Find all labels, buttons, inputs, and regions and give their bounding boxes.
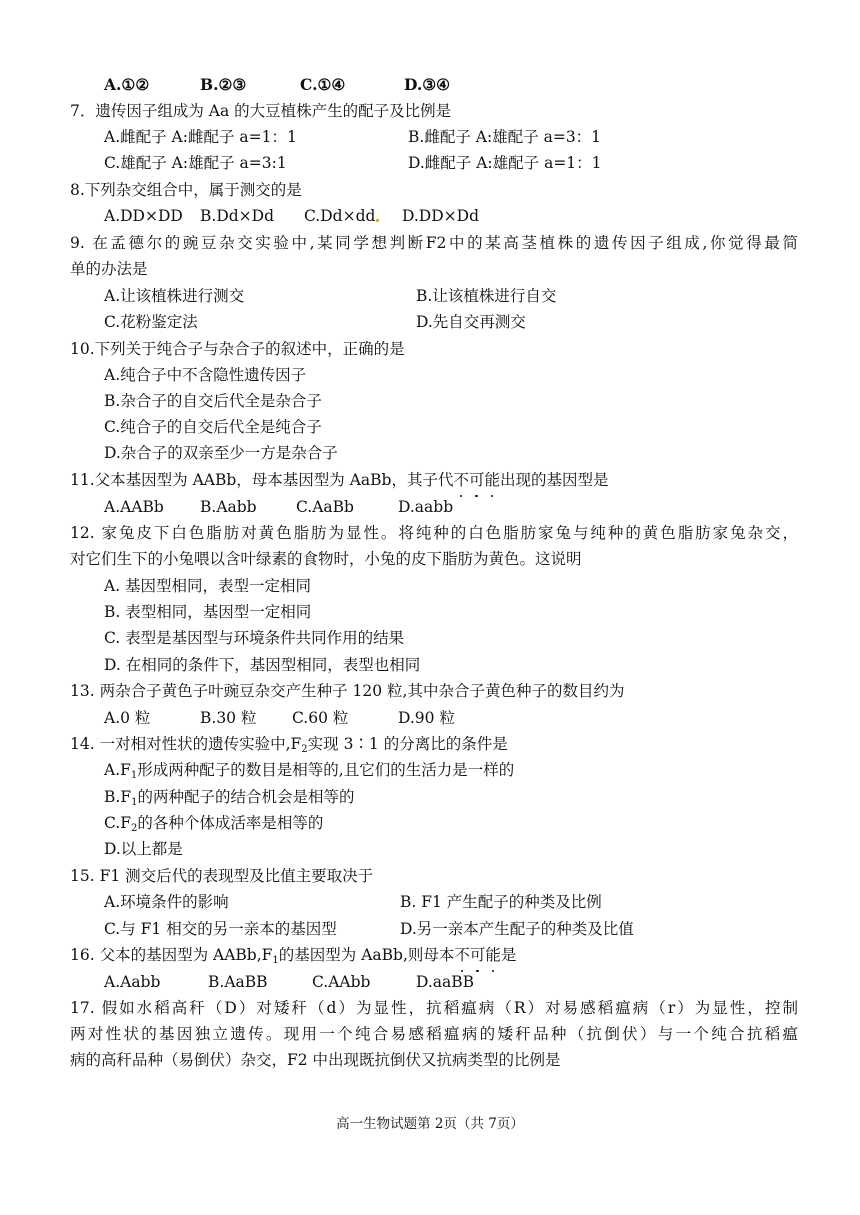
q13-option-b: B.30 粒 <box>200 709 257 727</box>
q16-option-c: C.AAbb <box>312 973 371 991</box>
q14-option-c: $C.F_2$的各种个体成活率是相等的 <box>104 814 324 834</box>
q8-options <box>104 203 798 229</box>
q10-option-c: C.纯合子的自交后代全是纯合子 <box>104 418 322 436</box>
q15-option-a: A.环境条件的影响 <box>104 893 229 911</box>
q16-options <box>104 969 798 995</box>
q10-option-d: D.杂合子的双亲至少一方是杂合子 <box>104 444 338 462</box>
q10-option-a: A.纯合子中不含隐性遗传因子 <box>104 366 307 384</box>
q17-stem-line3: 病的高秆品种（易倒伏）杂交，F2 中出现既抗倒伏又抗病类型的比例是 <box>70 1051 561 1069</box>
q7-option-c: C.雄配子 A:雄配子 a=3:1 <box>104 154 287 172</box>
q8-option-d: D.DD×Dd <box>402 207 479 225</box>
q11-stem: 11.父本基因型为 AABb，母本基因型为 AaBb，其子代不可能出现的基因型是 <box>70 467 798 493</box>
q12-option-d: D. 在相同的条件下，基因型相同，表型也相同 <box>104 656 421 674</box>
q16-option-b: B.AaBB <box>208 973 268 991</box>
q15-option-b: B. F1 产生配子的种类及比例 <box>400 893 602 911</box>
q11-option-c: C.AaBb <box>296 498 354 516</box>
q9-options-row2 <box>104 309 798 335</box>
q11-option-a: A.AABb <box>104 498 164 516</box>
q13-option-d: D.90 粒 <box>398 709 455 727</box>
q6-options <box>104 72 798 98</box>
q6-option-c: C.①④ <box>300 75 346 94</box>
q14-option-a: $A.F_1$形成两种配子的数目是相等的,且它们的生活力是一样的 <box>104 761 515 781</box>
q7-option-d: D.雌配子 A:雄配子 a=1：1 <box>408 154 602 172</box>
q10-stem: 10.下列关于纯合子与杂合子的叙述中，正确的是 <box>70 340 405 358</box>
page-footer: 高一生物试题第 2页（共 7页） <box>336 1116 524 1132</box>
q16-option-d: D.aaBB <box>416 973 475 991</box>
q15-options-row1 <box>104 889 798 915</box>
q6-option-a: A.①② <box>104 75 150 94</box>
q12-stem-line1: 12. 家兔皮下白色脂肪对黄色脂肪为显性。将纯种的白色脂肪家兔与纯种的黄色脂肪家兔杂交， <box>70 524 798 542</box>
q7-stem: 7．遗传因子组成为 Aa 的大豆植株产生的配子及比例是 <box>70 102 452 120</box>
q6-option-d: D.③④ <box>404 75 451 94</box>
highlight-mark <box>376 219 379 222</box>
q15-option-c: C.与 F1 相交的另一亲本的基因型 <box>104 920 337 938</box>
q16-emphasis: 不可能 <box>454 946 501 964</box>
q9-option-c: C.花粉鉴定法 <box>104 313 198 331</box>
q9-option-b: B.让该植株进行自交 <box>416 287 557 305</box>
q7-option-b: B.雌配子 A:雄配子 a=3：1 <box>408 128 602 146</box>
q12-stem-line2: 对它们生下的小兔喂以含叶绿素的食物时，小兔的皮下脂肪为黄色。这说明 <box>70 550 582 568</box>
q13-option-a: A.0 粒 <box>104 709 151 727</box>
q7-options-row1 <box>104 124 798 150</box>
q8-option-c: C.Dd×dd <box>304 203 379 229</box>
q8-option-a: A.DD×DD <box>104 207 183 225</box>
q13-option-c: C.60 粒 <box>292 709 349 727</box>
q17-stem-line2: 两对性状的基因独立遗传。现用一个纯合易感稻瘟病的矮秆品种（抗倒伏）与一个纯合抗稻瘟 <box>70 1025 798 1043</box>
q17-stem-line1: 17. 假如水稻高秆（D）对矮秆（d）为显性，抗稻瘟病（R）对易感稻瘟病（r）为显性，控制 <box>70 999 798 1017</box>
q8-stem: 8.下列杂交组合中，属于测交的是 <box>70 181 302 199</box>
q16-option-a: A.Aabb <box>104 973 161 991</box>
q12-option-b: B. 表型相同，基因型一定相同 <box>104 603 312 621</box>
q9-stem-line2: 单的办法是 <box>70 260 148 278</box>
q15-options-row2 <box>104 916 798 942</box>
q15-stem: 15. F1 测交后代的表现型及比值主要取决于 <box>70 867 374 885</box>
q14-option-d: D.以上都是 <box>104 840 183 858</box>
q15-option-d: D.另一亲本产生配子的种类及比值 <box>400 920 634 938</box>
q11-option-b: B.Aabb <box>200 498 257 516</box>
q7-options-row2 <box>104 150 798 176</box>
q16-stem: 16. 父本的基因型为 $AABb,F_1$的基因型为 AaBb,则母本不可能是 <box>70 942 798 968</box>
q9-option-d: D.先自交再测交 <box>416 313 526 331</box>
q8-option-b: B.Dd×Dd <box>200 207 275 225</box>
q12-option-c: C. 表型是基因型与环境条件共同作用的结果 <box>104 629 405 647</box>
q11-emphasis: 不可能 <box>453 471 500 489</box>
q13-options <box>104 705 798 731</box>
q14-stem: 14. 一对相对性状的遗传实验中$,F_2$实现 3∶1 的分离比的条件是 <box>70 735 508 755</box>
q13-stem: 13. 两杂合子黄色子叶豌豆杂交产生种子 120 粒,其中杂合子黄色种子的数目约为 <box>70 682 625 700</box>
q9-options-row1 <box>104 283 798 309</box>
q9-option-a: A.让该植株进行测交 <box>104 287 245 305</box>
q11-options <box>104 494 798 520</box>
q11-option-d: D.aabb <box>398 498 454 516</box>
q10-option-b: B.杂合子的自交后代全是杂合子 <box>104 392 322 410</box>
q9-stem-line1: 9. 在孟德尔的豌豆杂交实验中,某同学想判断F2中的某高茎植株的遗传因子组成,你觉得最简 <box>70 234 798 252</box>
q6-option-b: B.②③ <box>200 75 247 94</box>
q14-option-b: $B.F_1$的两种配子的结合机会是相等的 <box>104 788 355 808</box>
q12-option-a: A. 基因型相同，表型一定相同 <box>104 577 312 595</box>
q7-option-a: A.雌配子 A:雌配子 a=1：1 <box>104 128 297 146</box>
